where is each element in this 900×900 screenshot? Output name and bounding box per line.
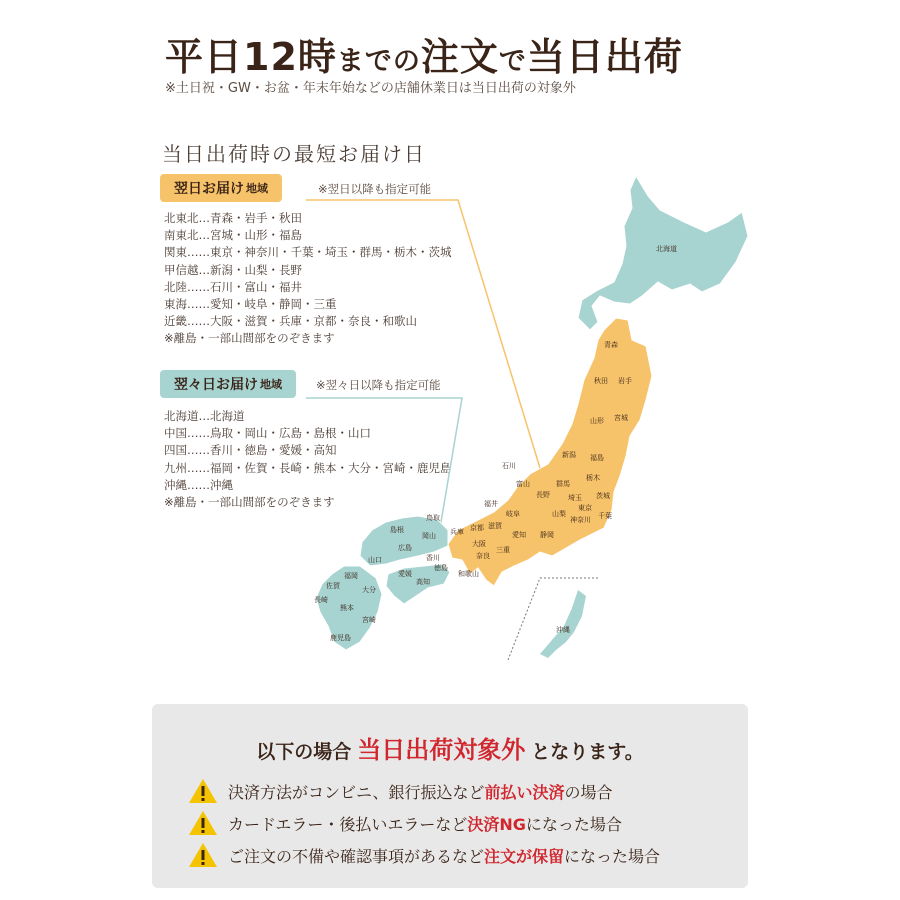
label-nagasaki: 長崎 — [314, 596, 328, 604]
label-fukuoka: 福岡 — [344, 572, 358, 580]
condition-text: 決済方法がコンビニ、銀行振込など — [228, 782, 485, 802]
label-saitama: 埼玉 — [568, 494, 582, 502]
two-day-note: ※翌々日以降も指定可能 — [316, 378, 441, 392]
map-subtitle: 当日出荷時の最短お届け日 — [162, 142, 426, 166]
label-hyogo: 兵庫 — [450, 528, 464, 536]
list-item: 九州……福岡・佐賀・長崎・熊本・大分・宮崎・鹿児島 — [164, 460, 452, 475]
badge-next-day-small: 地域 — [246, 182, 268, 195]
warning-icon — [188, 810, 218, 836]
label-miyazaki: 宮崎 — [362, 616, 376, 624]
conditions-head-highlight: 当日出荷対象外 — [357, 736, 526, 764]
label-fukui: 福井 — [484, 500, 498, 508]
headline-part5: 当日出荷 — [526, 35, 683, 79]
label-niigata: 新潟 — [562, 451, 576, 459]
badge-two-day-small: 地域 — [260, 378, 282, 391]
condition-text: カードエラー・後払いエラーなど — [228, 814, 468, 834]
headline-part1: 平日12時 — [165, 35, 337, 79]
label-tokyo: 東京 — [578, 504, 592, 512]
label-akita: 秋田 — [594, 377, 608, 385]
headline-part3: 注文 — [420, 35, 499, 79]
condition-text-after: の場合 — [564, 782, 613, 802]
label-mie: 三重 — [496, 546, 510, 554]
headline-part2: までの — [336, 46, 421, 77]
list-item: 沖縄……沖縄 — [164, 477, 233, 492]
warning-icon — [188, 842, 218, 868]
label-miyagi: 宮城 — [614, 414, 628, 422]
condition-row-payment-ng — [188, 808, 622, 838]
label-tochigi: 栃木 — [586, 474, 600, 482]
label-kochi: 高知 — [416, 578, 430, 586]
connector-two-day — [306, 398, 462, 528]
list-item: 北陸……石川・富山・福井 — [164, 279, 302, 294]
list-item: 甲信越…新潟・山梨・長野 — [164, 262, 302, 277]
label-tottori: 鳥取 — [426, 514, 440, 522]
headline-note: ※土日祝・GW・お盆・年末年始などの店舗休業日は当日出荷の対象外 — [165, 81, 576, 96]
condition-text-after: になった場合 — [525, 814, 622, 834]
list-item: ※離島・一部山間部をのぞきます — [164, 331, 335, 346]
label-kumamoto: 熊本 — [340, 604, 354, 612]
label-shizuoka: 静岡 — [540, 531, 554, 539]
label-kagoshima: 鹿児島 — [330, 634, 351, 642]
label-wakayama: 和歌山 — [458, 570, 479, 578]
label-okinawa: 沖縄 — [556, 626, 570, 634]
next-day-note: ※翌日以降も指定可能 — [318, 182, 432, 196]
condition-emphasis: 決済NG — [467, 814, 526, 834]
label-kyoto: 京都 — [470, 524, 484, 532]
region-okinawa — [540, 590, 586, 658]
connector-next-day — [306, 200, 540, 468]
conditions-head-before: 以下の場合 — [256, 741, 352, 763]
conditions-head-after: となります。 — [531, 741, 644, 763]
label-fukushima: 福島 — [590, 454, 604, 462]
list-item: 東海……愛知・岐阜・静岡・三重 — [164, 296, 337, 311]
label-gifu: 岐阜 — [506, 510, 520, 518]
headline-part4: で — [498, 46, 527, 77]
label-iwate: 岩手 — [618, 377, 632, 385]
label-tokushima: 徳島 — [434, 564, 448, 572]
label-oita: 大分 — [362, 586, 376, 594]
label-ehime: 愛媛 — [398, 570, 412, 578]
label-kagawa: 香川 — [426, 554, 440, 562]
condition-row-order-hold — [188, 840, 660, 870]
badge-next-day-label: 翌日お届け — [174, 181, 244, 197]
label-yamanashi: 山梨 — [552, 510, 566, 518]
list-item: 中国……鳥取・岡山・広島・島根・山口 — [164, 426, 371, 441]
list-item: 北海道…北海道 — [164, 409, 245, 423]
label-chiba: 千葉 — [598, 512, 612, 520]
label-aichi: 愛知 — [512, 531, 526, 539]
condition-emphasis: 注文が保留 — [484, 846, 565, 866]
label-shiga: 滋賀 — [488, 522, 502, 530]
warning-icon — [188, 778, 218, 804]
condition-emphasis: 前払い決済 — [484, 782, 565, 802]
list-item: 南東北…宮城・山形・福島 — [164, 228, 302, 243]
label-yamaguchi: 山口 — [368, 556, 382, 564]
list-item: 近畿……大阪・滋賀・兵庫・京都・奈良・和歌山 — [164, 314, 417, 329]
conditions-heading — [152, 730, 748, 765]
label-nara: 奈良 — [476, 552, 490, 560]
condition-row-prepay — [188, 776, 613, 806]
label-kanagawa: 神奈川 — [570, 516, 591, 524]
label-ishikawa: 石川 — [502, 462, 516, 470]
region-hokkaido — [578, 176, 748, 330]
label-yamagata: 山形 — [590, 417, 604, 425]
badge-two-day-label: 翌々日お届け — [174, 377, 258, 393]
label-ibaraki: 茨城 — [596, 492, 610, 500]
list-item: ※離島・一部山間部をのぞきます — [164, 494, 335, 509]
list-item: 関東……東京・神奈川・千葉・埼玉・群馬・栃木・茨城 — [164, 245, 452, 260]
label-aomori: 青森 — [604, 341, 618, 349]
label-hokkaido: 北海道 — [656, 245, 677, 253]
label-nagano: 長野 — [536, 491, 550, 499]
list-item: 北東北…青森・岩手・秋田 — [164, 211, 302, 225]
conditions-box — [152, 704, 748, 888]
label-osaka: 大阪 — [472, 540, 486, 548]
label-gunma: 群馬 — [556, 480, 570, 488]
condition-text: ご注文の不備や確認事項があるなど — [228, 846, 485, 866]
label-saga: 佐賀 — [326, 582, 340, 590]
label-toyama: 富山 — [516, 480, 530, 488]
condition-text-after: になった場合 — [564, 846, 661, 866]
list-item: 四国……香川・徳島・愛媛・高知 — [164, 443, 337, 458]
label-okayama: 岡山 — [422, 532, 436, 540]
label-shimane: 島根 — [390, 526, 404, 534]
label-hiroshima: 広島 — [398, 544, 412, 552]
